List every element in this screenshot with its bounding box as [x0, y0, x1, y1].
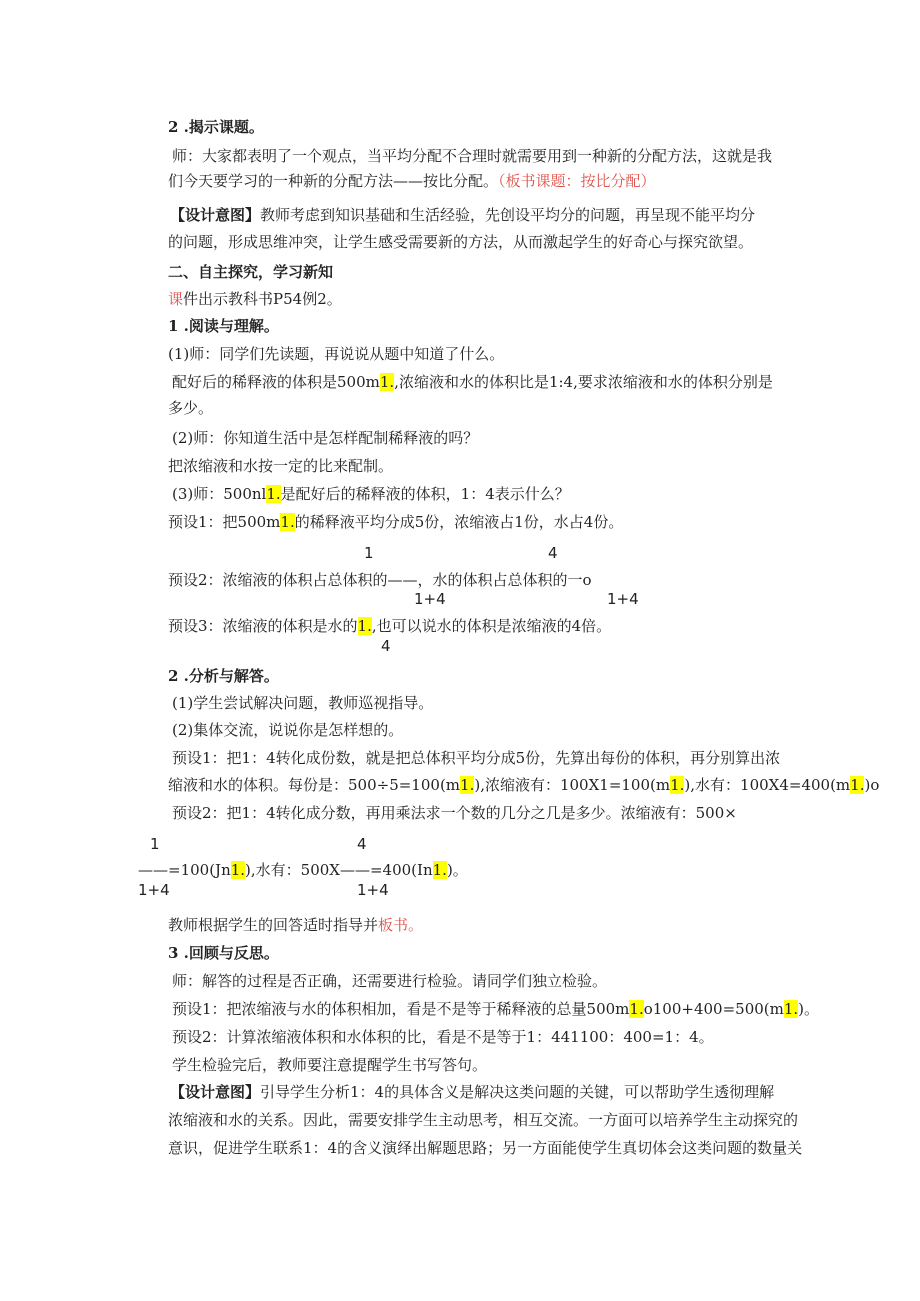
section-heading: 二、自主探究，学习新知	[168, 263, 334, 281]
paragraph: 学生检验完后，教师要注意提醒学生书写答句。	[172, 1056, 488, 1074]
paragraph: 预设1：把1：4转化成份数，就是把总体积平均分成5份，先算出每份的体积，再分别算出浓	[172, 749, 781, 767]
subheading-analyze: 2 .分析与解答。	[168, 667, 279, 685]
fraction-numerator: 1	[150, 835, 160, 853]
paragraph: 预设3：浓缩液的体积是水的1.,也可以说水的体积是浓缩液的4倍。	[168, 617, 612, 635]
fraction-numerator: 4	[548, 544, 558, 562]
subheading-review: 3 .回顾与反思。	[168, 944, 279, 962]
subheading-read: 1 .阅读与理解。	[168, 317, 279, 335]
paragraph: 多少。	[168, 399, 214, 417]
paragraph: (1)师：同学们先读题，再说说从题中知道了什么。	[168, 345, 505, 363]
heading-reveal-topic: 2 .揭示课题。	[168, 118, 264, 136]
paragraph: 预设2：计算浓缩液体积和水体积的比，看是不是等于1：441100：400=1：4。	[172, 1028, 714, 1046]
paragraph: (2)集体交流，说说你是怎样想的。	[172, 721, 404, 739]
paragraph: (1)学生尝试解决问题，教师巡视指导。	[172, 694, 434, 712]
fraction-denominator: 1+4	[138, 881, 170, 899]
fraction-denominator: 4	[381, 637, 391, 655]
paragraph: 预设2：浓缩液的体积占总体积的——，水的体积占总体积的一o	[168, 571, 592, 589]
paragraph: ——=100(Jn1.),水有：500X——=400(In1.)。	[138, 861, 468, 879]
paragraph: 意识，促进学生联系1：4的含义演绎出解题思路；另一方面能使学生真切体会这类问题的数量关	[168, 1139, 803, 1157]
paragraph: 们今天要学习的一种新的分配方法——按比分配。（板书课题：按比分配）	[168, 172, 656, 190]
paragraph: (2)师：你知道生活中是怎样配制稀释液的吗？	[172, 429, 479, 447]
paragraph: 把浓缩液和水按一定的比来配制。	[168, 457, 394, 475]
paragraph: 课件出示教科书P54例2。	[168, 290, 342, 308]
paragraph: 预设2：把1：4转化成分数，再用乘法求一个数的几分之几是多少。浓缩液有：500×	[172, 804, 737, 822]
paragraph: 预设1：把浓缩液与水的体积相加，看是不是等于稀释液的总量500m1.o100+400=500(m1.)。	[172, 1000, 820, 1018]
fraction-denominator: 1+4	[357, 881, 389, 899]
paragraph: 师：解答的过程是否正确，还需要进行检验。请同学们独立检验。	[172, 972, 608, 990]
paragraph: 师：大家都表明了一个观点，当平均分配不合理时就需要用到一种新的分配方法，这就是我	[172, 147, 773, 165]
fraction-numerator: 4	[357, 835, 367, 853]
design-intent: 【设计意图】教师考虑到知识基础和生活经验，先创设平均分的问题，再呈现不能平均分	[170, 206, 756, 224]
board-note: （板书课题：按比分配）	[498, 172, 656, 190]
paragraph: 配好后的稀释液的体积是500m1.,浓缩液和水的体积比是1:4,要求浓缩液和水的体积分别是	[172, 373, 773, 391]
fraction-numerator: 1	[364, 544, 374, 562]
fraction-denominator: 1+4	[414, 590, 446, 608]
paragraph: 缩液和水的体积。每份是：500÷5=100(m1.),浓缩液有：100X1=100(m1.),水有：100X4=400(m1.)o	[168, 776, 880, 794]
design-intent-label: 【设计意图】	[170, 206, 261, 224]
design-intent: 【设计意图】引导学生分析1：4的具体含义是解决这类问题的关键，可以帮助学生透彻理解	[170, 1083, 775, 1101]
design-intent-label: 【设计意图】	[170, 1083, 261, 1101]
paragraph: 浓缩液和水的关系。因此，需要安排学生主动思考，相互交流。一方面可以培养学生主动探究的	[168, 1111, 799, 1129]
paragraph: 教师根据学生的回答适时指导并板书。	[168, 916, 424, 934]
paragraph: 预设1：把500m1.的稀释液平均分成5份，浓缩液占1份，水占4份。	[168, 513, 624, 531]
paragraph: 的问题，形成思维冲突，让学生感受需要新的方法，从而激起学生的好奇心与探究欲望。	[168, 233, 754, 251]
paragraph: (3)师：500nl1.是配好后的稀释液的体积，1：4表示什么？	[172, 485, 570, 503]
fraction-denominator: 1+4	[607, 590, 639, 608]
